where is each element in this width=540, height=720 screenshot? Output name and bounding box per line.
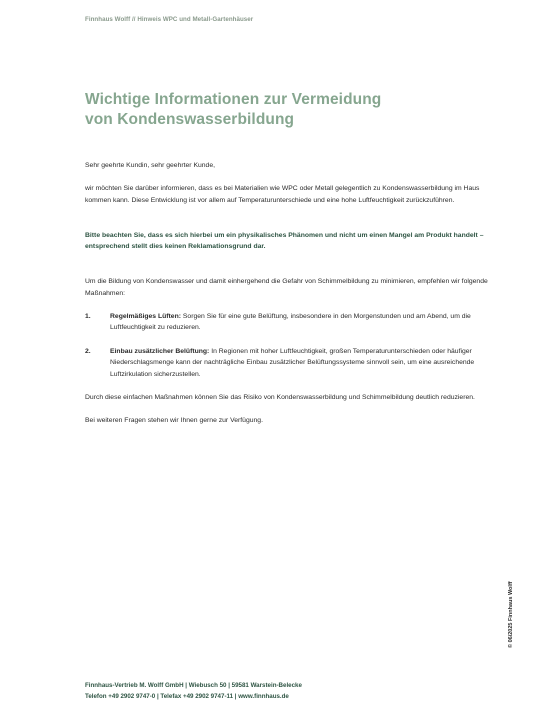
- measure-number: 1.: [85, 312, 91, 320]
- copyright-note: © 06/2025 Finnhaus Wolff: [508, 581, 514, 648]
- running-header: Finnhaus Wolff // Hinweis WPC und Metall-Gartenhäuser: [85, 16, 254, 23]
- measures-list: [85, 311, 495, 381]
- spacer: [85, 218, 495, 230]
- greeting: Sehr geehrte Kundin, sehr geehrter Kunde,: [85, 162, 215, 169]
- measure-text: In Regionen mit hoher Luftfeuchtigkeit, großen Temperaturunterschieden oder häufiger Niederschlagsmenge kann der nachträgliche Einbau zusätzlicher Belüftungssysteme sinnvoll sein, um eine ausreichende Luftzirkulation sicherzustellen.: [110, 347, 475, 378]
- page-title-line-1: Wichtige Informationen zur Vermeidung: [85, 91, 382, 108]
- page-title-line-2: von Kondenswasserbildung: [85, 111, 295, 128]
- footer-address: Finnhaus-Vertrieb M. Wolff GmbH | Wiebusch 50 | 59581 Warstein-Belecke: [85, 682, 302, 689]
- measure-number: 2.: [85, 347, 91, 355]
- notice-paragraph: Bitte beachten Sie, dass es sich hierbei um ein physikalisches Phänomen und nicht um einen Mangel am Produkt handelt – entsprechend stellt dies keinen Reklamationsgrund dar.: [85, 231, 484, 251]
- measure-lead: Einbau zusätzlicher Belüftung:: [110, 347, 210, 355]
- intro-paragraph: wir möchten Sie darüber informieren, dass es bei Materialien wie WPC oder Metall gelegentlich zu Kondenswasserbildung im Haus kommen kann. Diese Entwicklung ist vor allem auf Temperaturunterschiede und eine hohe Luftfeuchtigkeit zurückzuführen.: [85, 185, 480, 204]
- company-footer: [85, 680, 302, 702]
- closing-paragraph: Bei weiteren Fragen stehen wir Ihnen gerne zur Verfügung.: [85, 417, 263, 425]
- spacer: [85, 264, 495, 276]
- measures-intro: Um die Bildung von Kondenswasser und damit einhergehend die Gefahr von Schimmelbildung zu minimieren, empfehlen wir folgende Maßnahmen:: [85, 277, 488, 297]
- measure-text: Sorgen Sie für eine gute Belüftung, insbesondere in den Morgenstunden und am Abend, um die Luftfeuchtigkeit zu reduzieren.: [110, 312, 471, 332]
- footer-contact: Telefon +49 2902 9747-0 | Telefax +49 2902 9747-11 | www.finnhaus.de: [85, 693, 289, 700]
- measure-item: [85, 311, 495, 334]
- page-title: [85, 90, 485, 130]
- measure-item: [85, 346, 495, 381]
- measure-lead: Regelmäßiges Lüften:: [110, 312, 181, 320]
- letter-body: [85, 160, 495, 438]
- conclusion-paragraph: Durch diese einfachen Maßnahmen können Sie das Risiko von Kondenswasserbildung und Schimmelbildung deutlich reduzieren.: [85, 393, 475, 401]
